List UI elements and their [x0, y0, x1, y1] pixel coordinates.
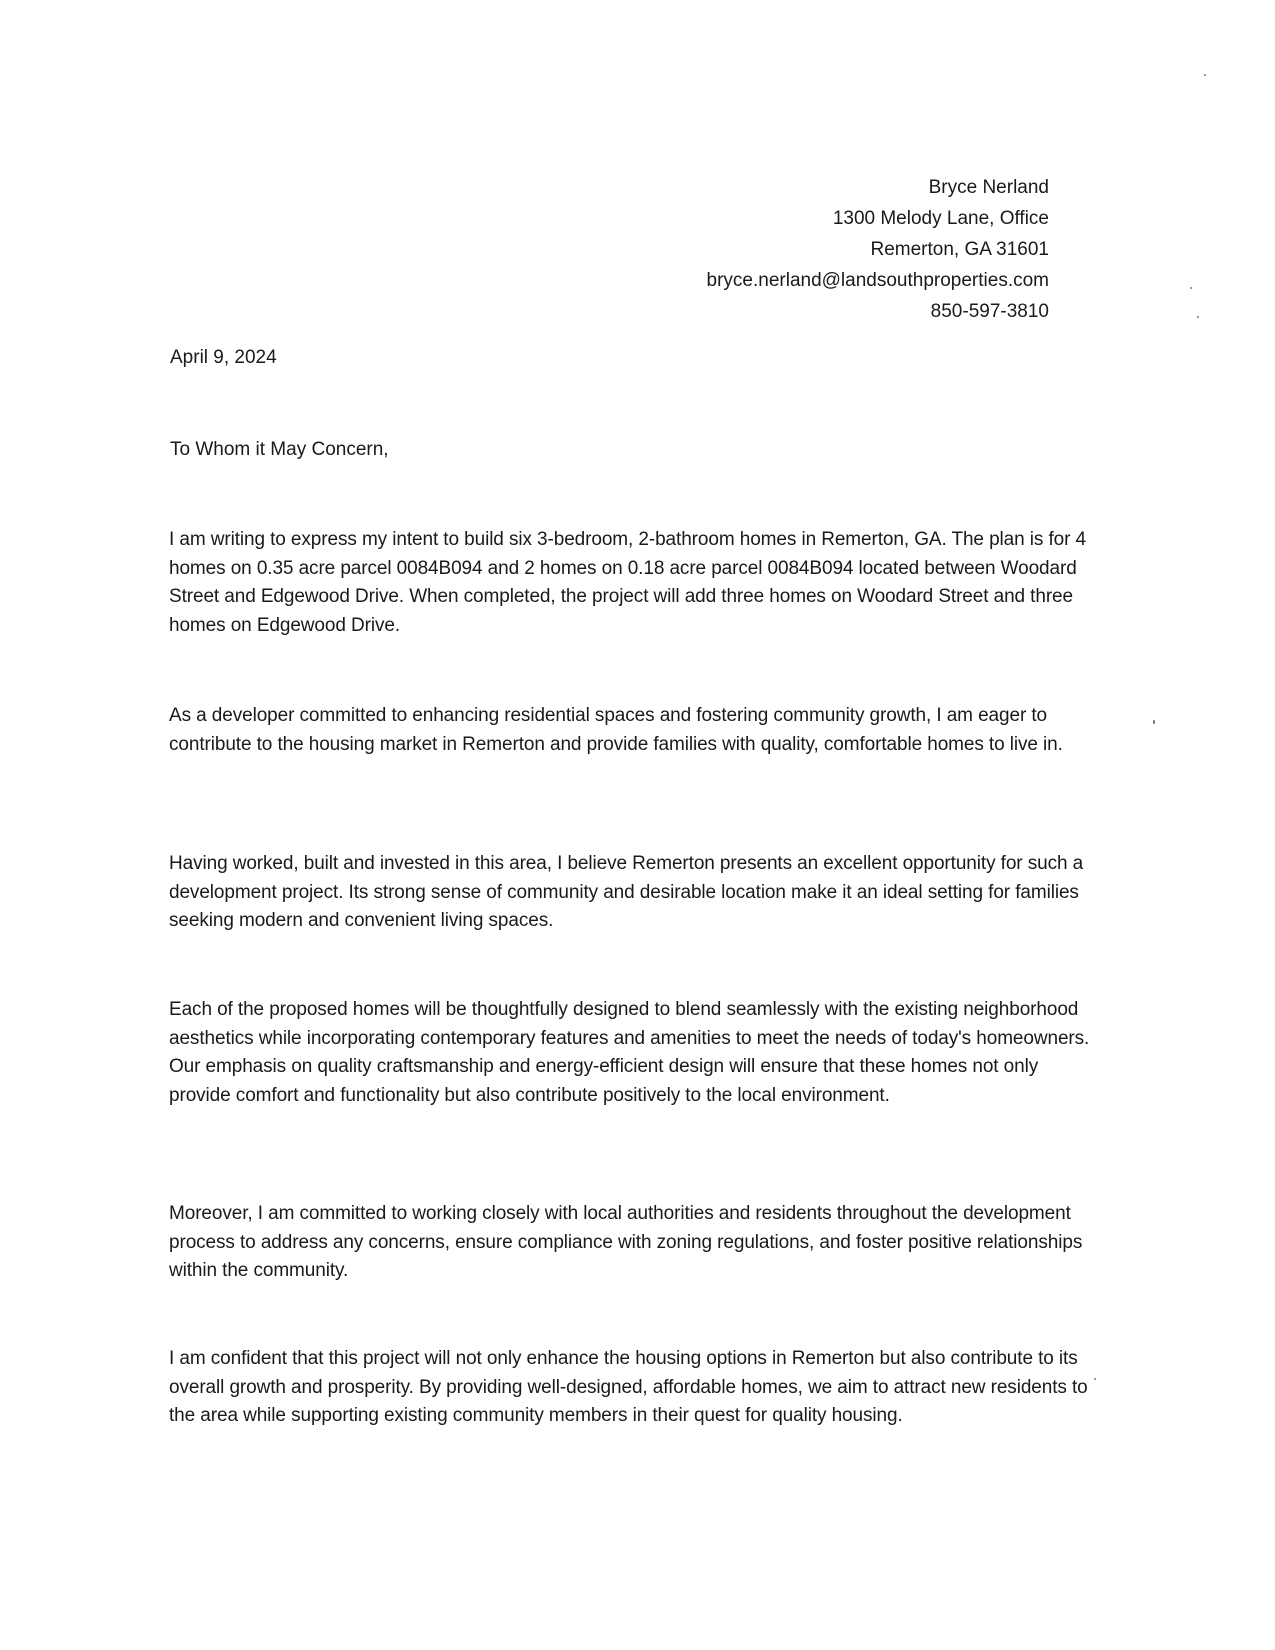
body-paragraph-5: Moreover, I am committed to working closely with local authorities and residents throughout the development process to address any concerns, ensure compliance with zoning regulations, and foster positive relationships within the community.	[169, 1203, 1083, 1282]
sender-name: Bryce Nerland	[928, 177, 1049, 198]
sender-address-line2: Remerton, GA 31601	[870, 239, 1049, 260]
scan-speck	[1094, 1378, 1096, 1380]
sender-address-line1: 1300 Melody Lane, Office	[832, 208, 1049, 229]
body-paragraph-4: Each of the proposed homes will be thoughtfully designed to blend seamlessly with the existing neighborhood aesthetics while incorporating contemporary features and amenities to meet the needs of today's homeowners. Our emphasis on quality craftsmanship and energy-efficient design will ensure that these homes not only provide comfort and functionality but also contribute positively to the local environment.	[169, 999, 1090, 1106]
body-paragraph-3: Having worked, built and invested in this area, I believe Remerton presents an excellent opportunity for such a development project. Its strong sense of community and desirable location make it an ideal setting for families seeking modern and convenient living spaces.	[169, 853, 1084, 932]
sender-email: bryce.nerland@landsouthproperties.com	[706, 270, 1049, 291]
scan-speck	[1197, 316, 1199, 318]
scan-speck	[1190, 287, 1192, 289]
sender-phone: 850-597-3810	[930, 301, 1049, 322]
scan-speck	[1204, 74, 1206, 76]
salutation: To Whom it May Concern,	[170, 439, 389, 460]
scan-speck	[1153, 720, 1155, 724]
body-paragraph-2: As a developer committed to enhancing residential spaces and fostering community growth, I am eager to contribute to the housing market in Remerton and provide families with quality, comfortable homes to live in.	[169, 705, 1063, 755]
body-paragraph-6: I am confident that this project will not only enhance the housing options in Remerton but also contribute to its overall growth and prosperity. By providing well-designed, affordable homes, we aim to attract new residents to the area while supporting existing community members in their quest for quality housing.	[169, 1348, 1088, 1427]
sender-block	[707, 172, 1049, 327]
body-paragraph-1: I am writing to express my intent to build six 3-bedroom, 2-bathroom homes in Remerton, GA. The plan is for 4 homes on 0.35 acre parcel 0084B094 and 2 homes on 0.18 acre parcel 0084B094 located between Woodard Street and Edgewood Drive. When completed, the project will add three homes on Woodard Street and three homes on Edgewood Drive.	[169, 529, 1086, 636]
letter-date: April 9, 2024	[170, 347, 277, 368]
